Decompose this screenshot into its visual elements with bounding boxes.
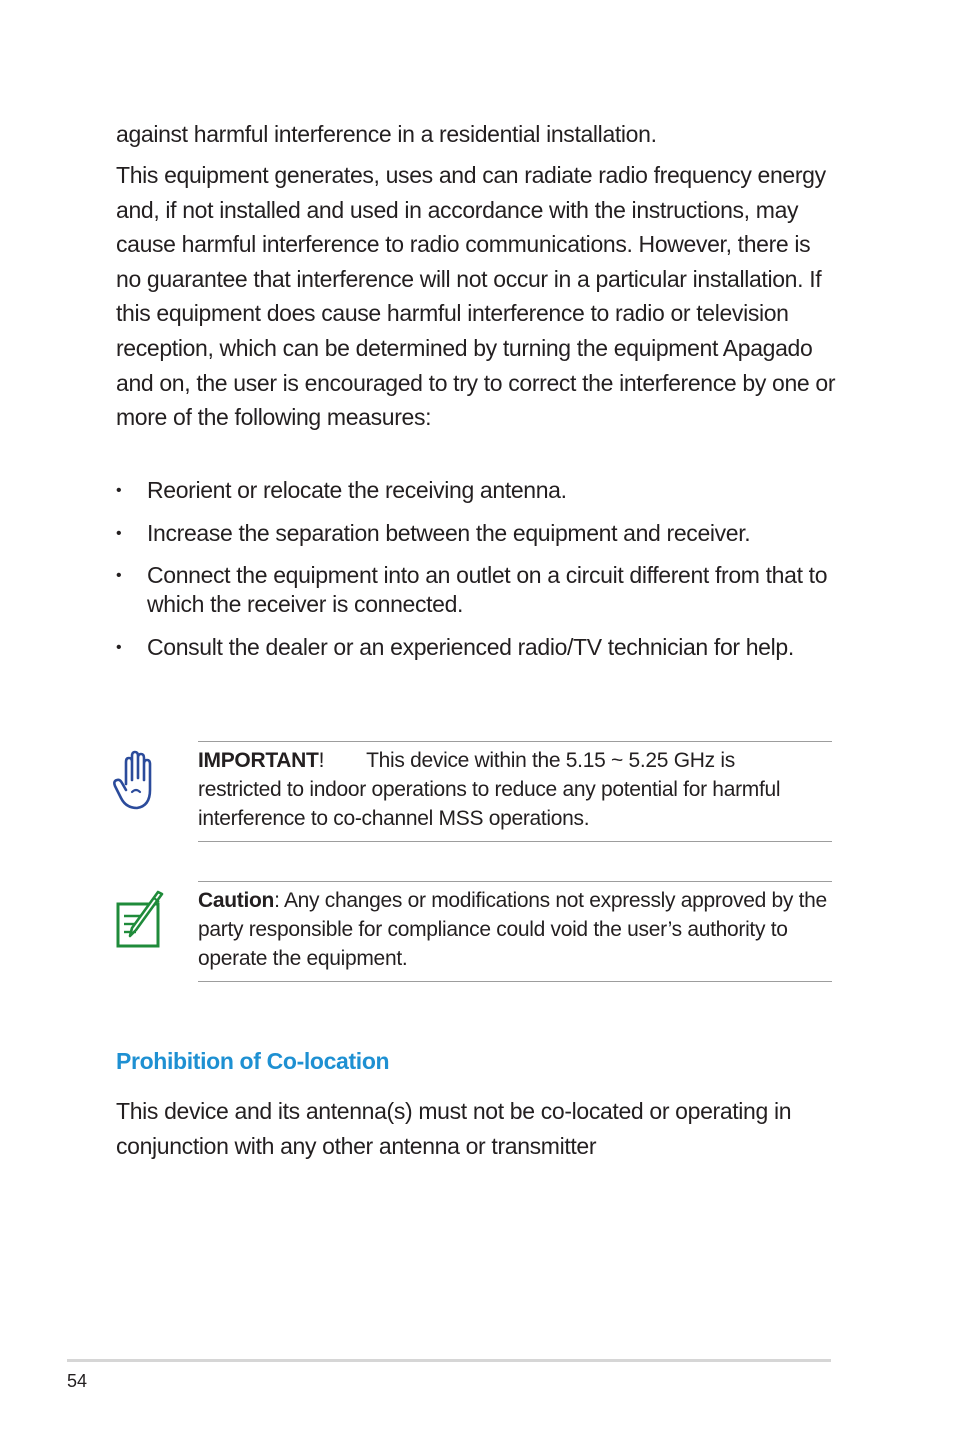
important-label-suffix: ! bbox=[318, 749, 325, 772]
list-item-text: Increase the separation between the equipment and receiver. bbox=[147, 519, 751, 546]
important-text-first: This device within the 5.15 ~ 5.25 GHz is bbox=[366, 749, 735, 772]
pencil-note-icon bbox=[114, 890, 166, 950]
list-item bbox=[116, 633, 836, 662]
important-label: IMPORTANT bbox=[198, 749, 319, 772]
section-heading: Prohibition of Co-location bbox=[116, 1048, 390, 1074]
caution-label: Caution bbox=[198, 889, 275, 912]
list-item-text: Reorient or relocate the receiving antenna. bbox=[147, 477, 567, 503]
list-item bbox=[116, 519, 836, 548]
bullet-marker: • bbox=[116, 482, 122, 499]
important-text-rest: restricted to indoor operations to reduce any potential for harmful interference to co-channel MSS operations. bbox=[198, 778, 781, 830]
footer-divider bbox=[67, 1359, 831, 1362]
list-item bbox=[116, 476, 836, 505]
paragraph-co-location: This device and its antenna(s) must not be co-located or operating in conjunction with any other antenna or transmitter bbox=[116, 1098, 792, 1159]
paragraph-equipment-interference: This equipment generates, uses and can radiate radio frequency energy and, if not installed and used in accordance with the instructions, may cause harmful interference to radio communications. However, there is no guarantee that interference will not occur in a particular installation. If this equipment does cause harmful interference to radio or television reception, which can be determined by turning the equipment Apagado and on, the user is encouraged to try to correct the interference by one or more of the following measures: bbox=[116, 162, 836, 431]
important-note bbox=[198, 741, 832, 842]
bullet-marker: • bbox=[116, 567, 122, 584]
page-number: 54 bbox=[67, 1371, 88, 1391]
bullet-marker: • bbox=[116, 638, 122, 656]
bullet-marker: • bbox=[116, 524, 122, 542]
list-item bbox=[116, 561, 836, 619]
list-item-text: Connect the equipment into an outlet on a circuit different from that to which the receiver is connected. bbox=[147, 562, 828, 617]
hand-stop-icon bbox=[112, 750, 162, 814]
caution-note bbox=[198, 881, 832, 982]
caution-text: : Any changes or modifications not expressly approved by the party responsible for compliance could void the user’s authority to operate the equipment. bbox=[198, 889, 827, 970]
list-item-text: Consult the dealer or an experienced radio/TV technician for help. bbox=[147, 633, 794, 660]
paragraph-intro: against harmful interference in a residential installation. bbox=[116, 121, 657, 147]
measures-list bbox=[116, 476, 836, 675]
